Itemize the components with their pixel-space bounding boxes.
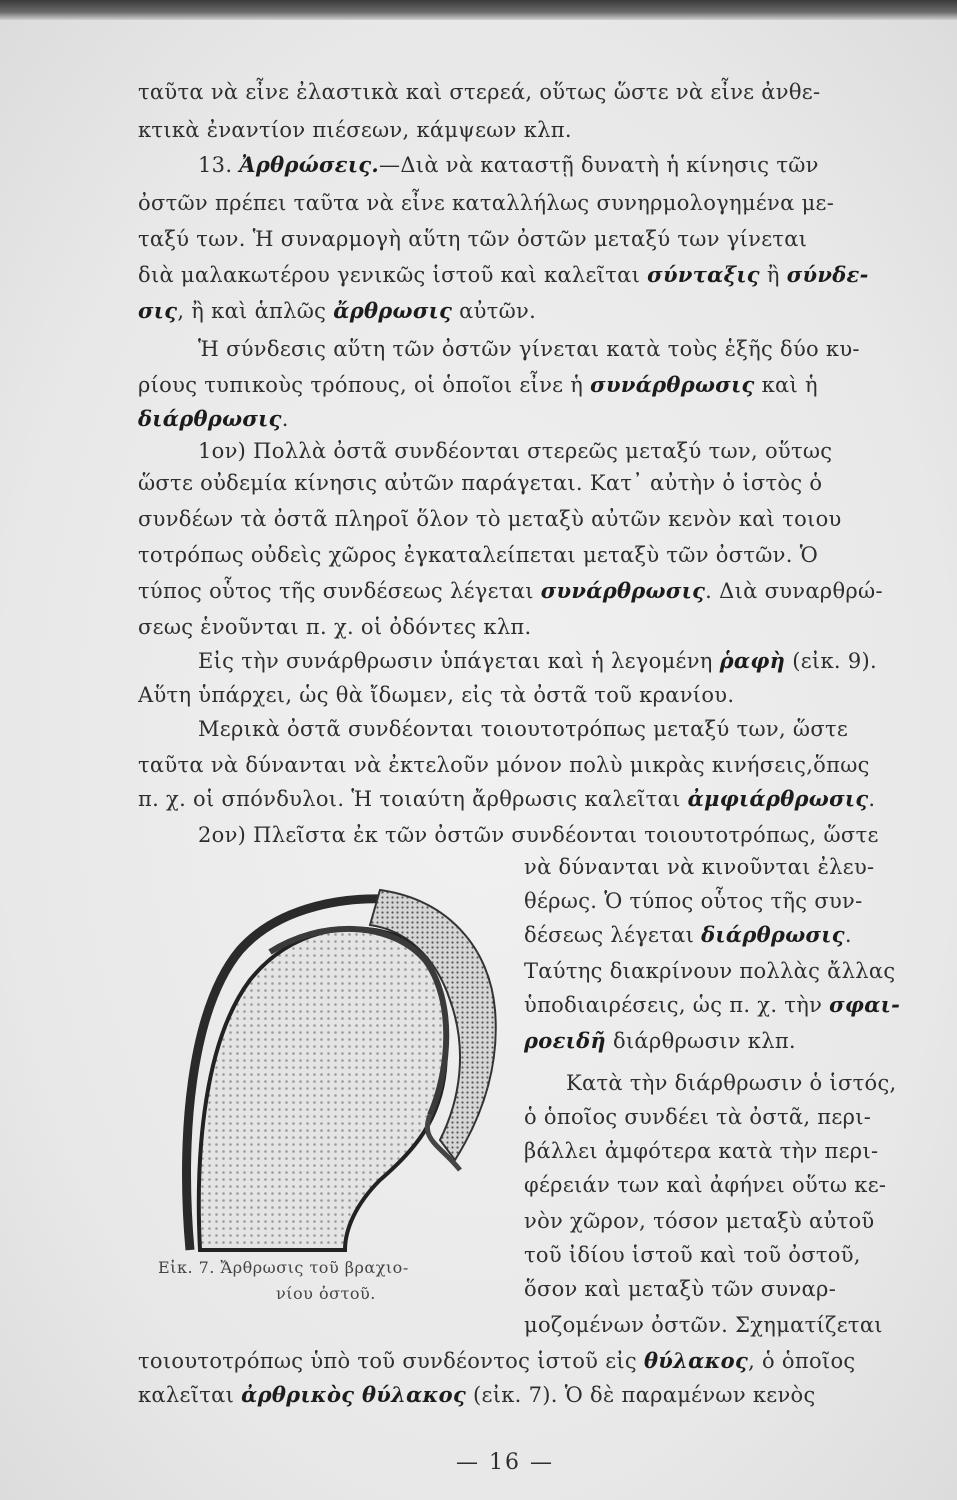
page-number: — 16 —	[456, 1450, 554, 1475]
text-line: τοῦ ἰδίου ἱστοῦ καὶ τοῦ ὀστοῦ,	[524, 1243, 861, 1267]
figure-caption: νίου ὀστοῦ.	[276, 1284, 376, 1303]
text-line: ὥστε οὐδεμία κίνησις αὐτῶν παράγεται. Κατ᾽ αὐτὴν ὁ ἱστὸς ὁ	[138, 471, 823, 495]
text-line: δέσεως λέγεται διάρθρωσις.	[524, 922, 852, 947]
text-line: Μερικὰ ὀστᾶ συνδέονται τοιουτοτρόπως μεταξύ των, ὥστε	[198, 717, 849, 741]
text-line: θέρως. Ὁ τύπος οὗτος τῆς συν-	[524, 889, 863, 913]
text-line: κτικὰ ἐναντίον πιέσεων, κάμψεων κλπ.	[138, 118, 572, 142]
text-line: Αὕτη ὑπάρχει, ὡς θὰ ἴδωμεν, εἰς τὰ ὀστᾶ τοῦ κρανίου.	[138, 683, 735, 707]
text-line: βάλλει ἀμφότερα κατὰ τὴν περι-	[524, 1139, 879, 1163]
text-line: 2ον) Πλεῖστα ἐκ τῶν ὀστῶν συνδέονται τοιουτοτρόπως, ὥστε	[198, 823, 879, 847]
text-line: ταῦτα νὰ εἶνε ἐλαστικὰ καὶ στερεά, οὕτως ὥστε νὰ εἶνε ἀνθε-	[138, 80, 821, 104]
text-line: ὁ ὁποῖος συνδέει τὰ ὀστᾶ, περι-	[524, 1105, 872, 1129]
humerus-head	[199, 929, 446, 1250]
text-line: τοιουτοτρόπως ὑπὸ τοῦ συνδέοντος ἱστοῦ εἰς θύλακος, ὁ ὁποῖος	[138, 1348, 856, 1373]
text-line: καλεῖται ἀρθρικὸς θύλακος (εἰκ. 7). Ὁ δὲ παραμένων κενὸς	[138, 1382, 816, 1407]
text-line: ὀστῶν πρέπει ταῦτα νὰ εἶνε καταλλήλως συνηρμολογημένα με-	[138, 191, 835, 215]
text-line: τύπος οὗτος τῆς συνδέσεως λέγεται συνάρθρωσις. Διὰ συναρθρώ-	[138, 578, 883, 603]
text-line: ροειδῆ διάρθρωσιν κλπ.	[524, 1028, 796, 1053]
text-line: ταῦτα νὰ δύνανται νὰ ἐκτελοῦν μόνον πολὺ μικρὰς κινήσεις,ὅπως	[138, 753, 870, 777]
text-line: Ταύτης διακρίνουν πολλὰς ἄλλας	[524, 959, 896, 983]
text-line: Ἡ σύνδεσις αὕτη τῶν ὀστῶν γίνεται κατὰ τοὺς ἑξῆς δύο κυ-	[198, 337, 860, 361]
text-line: συνδέων τὰ ὀστᾶ πληροῖ ὅλον τὸ μεταξὺ αὐτῶν κενὸν καὶ τοιου	[138, 507, 842, 531]
text-line: ρίους τυπικοὺς τρόπους, οἱ ὁποῖοι εἶνε ἡ συνάρθρωσις καὶ ἡ	[138, 372, 818, 397]
section-heading-line: 13. Ἀρθρώσεις.—Διὰ νὰ καταστῇ δυνατὴ ἡ κίνησις τῶν	[198, 152, 819, 177]
text-line: διὰ μαλακωτέρου γενικῶς ἱστοῦ καὶ καλεῖται σύνταξις ἢ σύνδε-	[138, 262, 869, 287]
humerus-joint-illustration	[150, 840, 520, 1260]
text-line: ὑποδιαιρέσεις, ὡς π. χ. τὴν σφαι-	[524, 992, 901, 1017]
text-line: π. χ. οἱ σπόνδυλοι. Ἡ τοιαύτη ἄρθρωσις καλεῖται ἀμφιάρθρωσις.	[138, 786, 876, 811]
figure-caption: Εἰκ. 7. Ἄρθρωσις τοῦ βραχιο-	[158, 1258, 409, 1277]
text-line: σις, ἢ καὶ ἁπλῶς ἄρθρωσις αὐτῶν.	[138, 298, 537, 323]
text-line: σεως ἑνοῦνται π. χ. οἱ ὀδόντες κλπ.	[138, 615, 532, 639]
text-line: διάρθρωσις.	[138, 406, 289, 431]
text-line: Εἰς τὴν συνάρθρωσιν ὑπάγεται καὶ ἡ λεγομένη ῥαφὴ (εἰκ. 9).	[198, 648, 877, 673]
text-line: Κατὰ τὴν διάρθρωσιν ὁ ἱστός,	[566, 1071, 897, 1095]
text-line: τοτρόπως οὐδεὶς χῶρος ἐγκαταλείπεται μεταξὺ τῶν ὀστῶν. Ὁ	[138, 543, 819, 567]
text-line: 1ον) Πολλὰ ὀστᾶ συνδέονται στερεῶς μεταξύ των, οὕτως	[198, 439, 833, 463]
text-line: νὰ δύνανται νὰ κινοῦνται ἐλευ-	[524, 855, 875, 879]
text-line: νὸν χῶρον, τόσον μεταξὺ αὐτοῦ	[524, 1209, 875, 1233]
text-line: ταξύ των. Ἡ συναρμογὴ αὕτη τῶν ὀστῶν μεταξύ των γίνεται	[138, 227, 808, 251]
text-line: φέρειάν των καὶ ἀφήνει οὕτω κε-	[524, 1173, 887, 1197]
scan-top-edge	[0, 0, 957, 20]
section-title: Ἀρθρώσεις.	[239, 152, 380, 177]
text-line: ὅσον καὶ μεταξὺ τῶν συναρ-	[524, 1277, 837, 1301]
text-line: μοζομένων ὀστῶν. Σχηματίζεται	[524, 1313, 883, 1337]
